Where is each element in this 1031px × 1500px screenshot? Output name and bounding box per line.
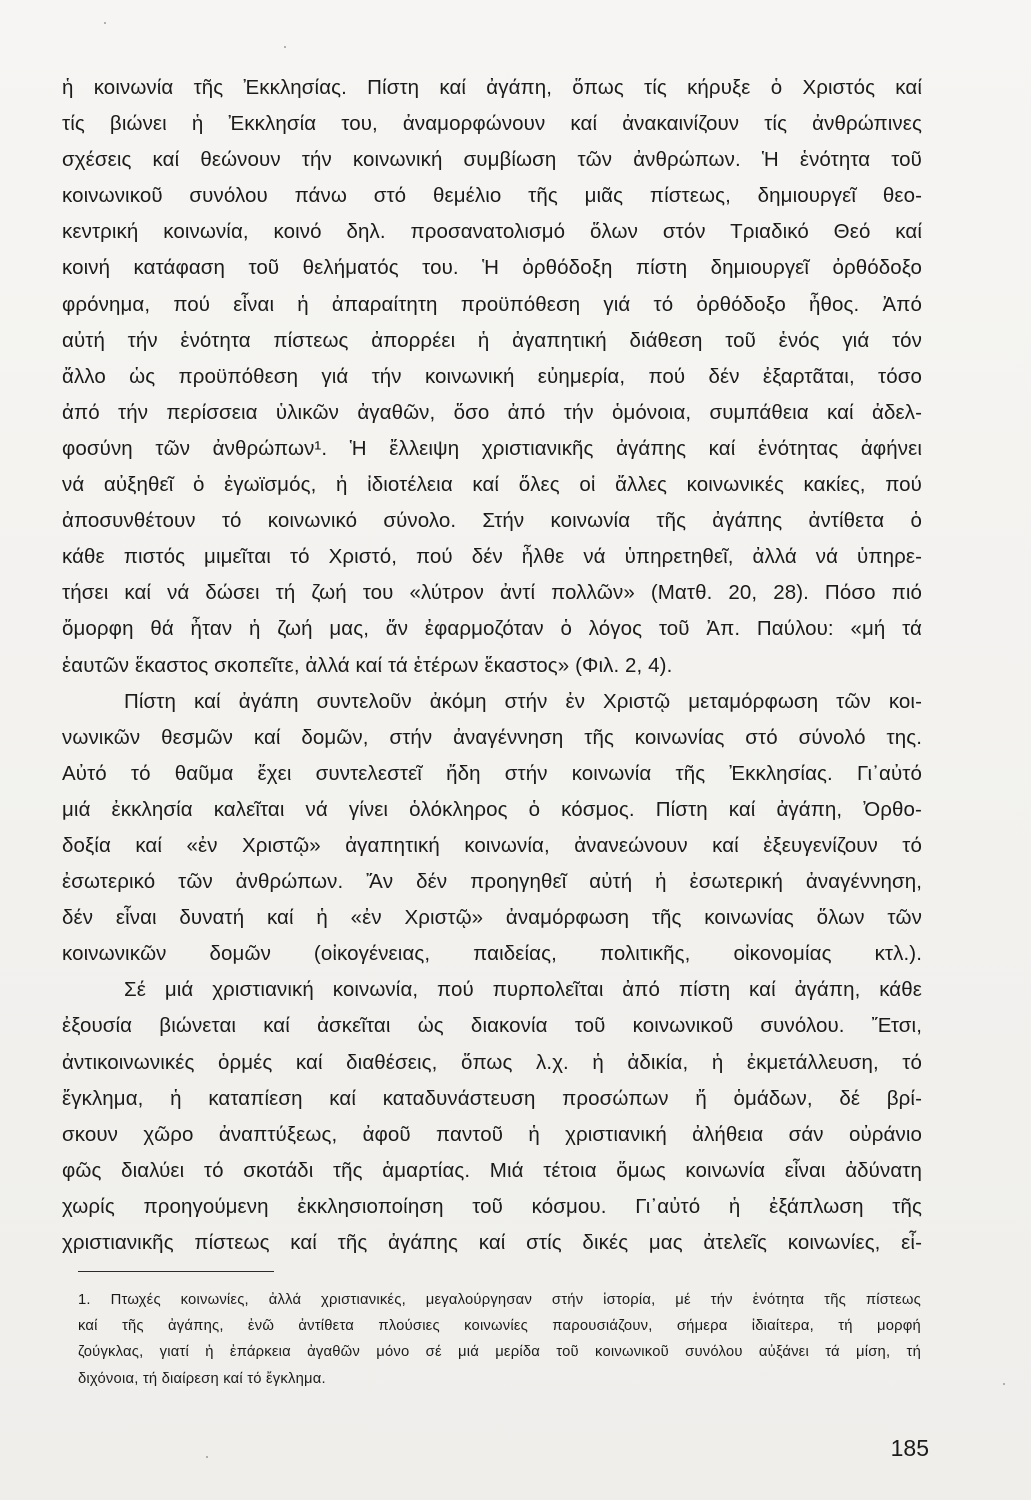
text-line: ἑαυτῶν ἕκαστος σκοπεῖτε, ἀλλά καί τά ἑτέρων ἕκαστος» (Φιλ. 2, 4). <box>62 653 673 677</box>
text-line: κεντρική κοινωνία, κοινό δηλ. προσανατολισμό ὅλων στόν Τριαδικό Θεό καί <box>62 220 922 244</box>
paper-speck <box>1003 1383 1005 1385</box>
text-line: ἀντικοινωνικές ὁρμές καί διαθέσεις, ὅπως λ.χ. ἡ ἀδικία, ἡ ἐκμετάλλευση, τό <box>62 1050 922 1074</box>
footnote-line: 1. Πτωχές κοινωνίες, ἀλλά χριστιανικές, μεγαλούργησαν στήν ἱστορία, μέ τήν ἑνότητα τῆς πίστεως <box>78 1292 921 1308</box>
text-line: φρόνημα, πού εἶναι ἡ ἀπαραίτητη προϋπόθεση γιά τό ὀρθόδοξο ἦθος. Ἀπό <box>62 292 922 316</box>
text-line: σκουν χῶρο ἀναπτύξεως, ἀφοῦ παντοῦ ἡ χριστιανική ἀλήθεια σάν οὐράνιο <box>62 1122 922 1146</box>
text-line: ἡ κοινωνία τῆς Ἐκκλησίας. Πίστη καί ἀγάπη, ὅπως τίς κήρυξε ὁ Χριστός καί <box>62 76 922 99</box>
text-line: μιά ἐκκλησία καλεῖται νά γίνει ὁλόκληρος ὁ κόσμος. Πίστη καί ἀγάπη, Ὀρθο- <box>62 797 922 821</box>
footnote-line: διχόνοια, τή διαίρεση καί τό ἔγκλημα. <box>78 1370 326 1387</box>
text-line: κοινή κατάφαση τοῦ θελήματός του. Ἡ ὀρθόδοξη πίστη δημιουργεῖ ὀρθόδοξο <box>62 256 922 280</box>
text-line: νωνικῶν θεσμῶν καί δομῶν, στήν ἀναγέννηση τῆς κοινωνίας στό σύνολό της. <box>62 725 922 749</box>
text-line: φῶς διαλύει τό σκοτάδι τῆς ἁμαρτίας. Μιά τέτοια ὅμως κοινωνία εἶναι ἀδύνατη <box>62 1158 922 1182</box>
text-line: ὄμορφη θά ἦταν ἡ ζωή μας, ἄν ἐφαρμοζόταν ὁ λόγος τοῦ Ἀπ. Παύλου: «μή τά <box>62 617 922 641</box>
footnote-separator <box>78 1271 274 1272</box>
footnote-line: ζούγκλας, γιατί ἡ ἐπάρκεια ἀγαθῶν μόνο σέ μιά μερίδα τοῦ κοινωνικοῦ συνόλου αὐξάνει τά μίση, τή <box>78 1344 921 1361</box>
text-line: χριστιανικῆς πίστεως καί τῆς ἀγάπης καί στίς δικές μας ἀτελεῖς κοινωνίες, εἶ- <box>62 1231 922 1254</box>
paper-speck <box>104 22 106 24</box>
text-line: κάθε πιστός μιμεῖται τό Χριστό, πού δέν ἦλθε νά ὑπηρετηθεῖ, ἀλλά νά ὑπηρε- <box>62 545 922 569</box>
text-line: σχέσεις καί θεώνουν τήν κοινωνική συμβίωση τῶν ἀνθρώπων. Ἡ ἑνότητα τοῦ <box>62 148 922 172</box>
text-line: Αὐτό τό θαῦμα ἔχει συντελεστεῖ ἤδη στήν κοινωνία τῆς Ἐκκλησίας. Γι᾿αὐτό <box>62 761 922 785</box>
text-line: αὐτή τήν ἑνότητα πίστεως ἀπορρέει ἡ ἀγαπητική διάθεση τοῦ ἑνός γιά τόν <box>62 328 922 352</box>
paragraph-first-line: Σέ μιά χριστιανική κοινωνία, πού πυρπολεῖται ἀπό πίστη καί ἀγάπη, κάθε <box>124 978 922 1002</box>
text-line: δοξία καί «ἐν Χριστῷ» ἀγαπητική κοινωνία, ἀνανεώνουν καί ἐξευγενίζουν τό <box>62 833 922 857</box>
footnote <box>78 1287 921 1392</box>
main-text <box>62 70 922 1261</box>
text-line: δέν εἶναι δυνατή καί ἡ «ἐν Χριστῷ» ἀναμόρφωση τῆς κοινωνίας ὅλων τῶν <box>62 906 922 930</box>
text-line: τήσει καί νά δώσει τή ζωή του «λύτρον ἀντί πολλῶν» (Ματθ. 20, 28). Πόσο πιό <box>62 581 922 605</box>
text-line: χωρίς προηγούμενη ἐκκλησιοποίηση τοῦ κόσμου. Γι᾿αὐτό ἡ ἐξάπλωση τῆς <box>62 1194 922 1218</box>
text-line: φοσύνη τῶν ἀνθρώπων¹. Ἡ ἔλλειψη χριστιανικῆς ἀγάπης καί ἑνότητας ἀφήνει <box>62 436 922 460</box>
page-number: 185 <box>890 1435 929 1461</box>
text-line: τίς βιώνει ἡ Ἐκκλησία του, ἀναμορφώνουν καί ἀνακαινίζουν τίς ἀνθρώπινες <box>62 112 922 136</box>
text-line: ἐξουσία βιώνεται καί ἀσκεῖται ὡς διακονία τοῦ κοινωνικοῦ συνόλου. Ἔτσι, <box>62 1014 922 1038</box>
text-line: ἔγκλημα, ἡ καταπίεση καί καταδυνάστευση προσώπων ἤ ὁμάδων, δέ βρί- <box>62 1086 922 1110</box>
paper-speck <box>284 46 286 48</box>
text-line: νά αὐξηθεῖ ὁ ἐγωϊσμός, ἡ ἰδιοτέλεια καί ὅλες οἱ ἄλλες κοινωνικές κακίες, πού <box>62 473 922 497</box>
text-line: κοινωνικοῦ συνόλου πάνω στό θεμέλιο τῆς μιᾶς πίστεως, δημιουργεῖ θεο- <box>62 184 922 208</box>
text-line: ἐσωτερικό τῶν ἀνθρώπων. Ἄν δέν προηγηθεῖ αὐτή ἡ ἐσωτερική ἀναγέννηση, <box>62 870 922 894</box>
text-line: ἀπό τήν περίσσεια ὑλικῶν ἀγαθῶν, ὅσο ἀπό τήν ὁμόνοια, συμπάθεια καί ἀδελ- <box>62 400 922 424</box>
text-line: ἀποσυνθέτουν τό κοινωνικό σύνολο. Στήν κοινωνία τῆς ἀγάπης ἀντίθετα ὁ <box>62 509 922 533</box>
paper-speck <box>206 1456 208 1458</box>
paragraph-first-line: Πίστη καί ἀγάπη συντελοῦν ἀκόμη στήν ἐν Χριστῷ μεταμόρφωση τῶν κοι- <box>124 689 922 713</box>
text-line: κοινωνικῶν δομῶν (οἰκογένειας, παιδείας, πολιτικῆς, οἰκονομίας κτλ.). <box>62 942 922 966</box>
text-line: ἄλλο ὡς προϋπόθεση γιά τήν κοινωνική εὐημερία, πού δέν ἐξαρτᾶται, τόσο <box>62 364 922 388</box>
footnote-line: καί τῆς ἀγάπης, ἐνῶ ἀντίθετα πλούσιες κοινωνίες παρουσιάζουν, σήμερα ἰδιαίτερα, τή μορφή <box>78 1318 921 1335</box>
